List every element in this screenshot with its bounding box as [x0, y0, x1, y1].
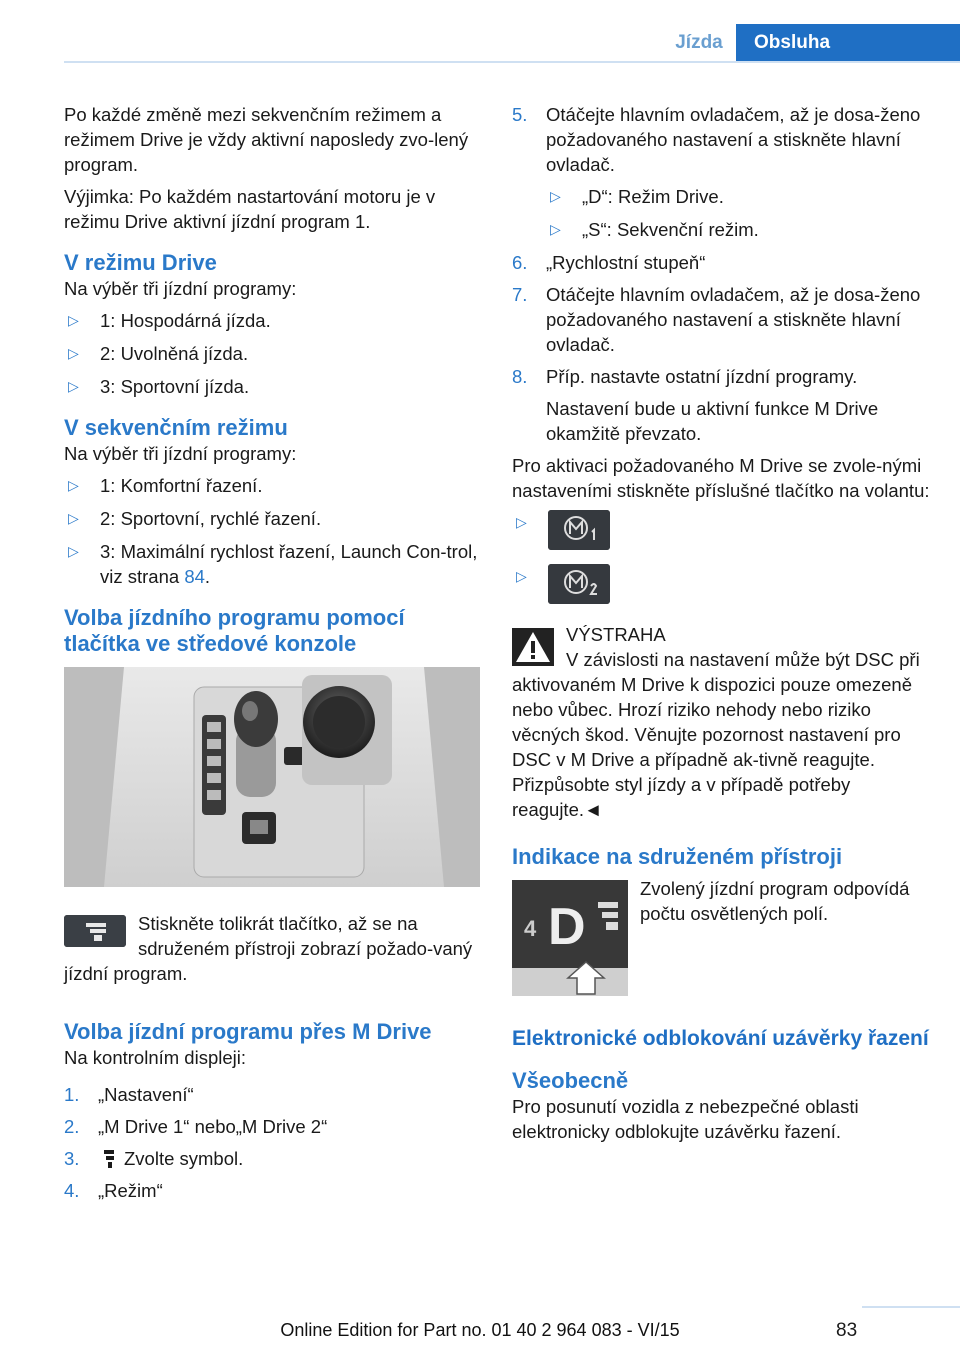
m1-steering-button-icon [548, 510, 610, 550]
list-item: ▷ 1: Hospodárná jízda. [68, 310, 271, 331]
sub-list-item: ▷ „D“: Režim Drive. [550, 186, 724, 207]
paragraph: Nastavení bude u aktivní funkce M Drive okamžitě převzato. [546, 398, 879, 444]
list-item: ▷ 2: Uvolněná jízda. [68, 343, 249, 364]
paragraph: Pro aktivaci požadovaného M Drive se zvole-nými nastaveními stiskněte příslušné tlačítko na volantu: [512, 455, 930, 501]
paragraph: Výjimka: Po každém nastartování motoru je v režimu Drive aktivní jízdní program 1. [64, 186, 436, 232]
bullet-triangle-icon: ▷ [68, 345, 79, 361]
m2-steering-button-icon [548, 564, 610, 604]
bullet-triangle-icon: ▷ [550, 188, 561, 204]
driving-mode-symbol-icon [102, 1148, 116, 1168]
paragraph: Zvolený jízdní program odpovídá počtu osvětlených polí. [640, 878, 910, 924]
bullet-triangle-icon: ▷ [516, 514, 527, 530]
footer-rule [862, 1306, 960, 1308]
list-item: 5. Otáčejte hlavním ovladačem, až je dosa-ženo požadovaného nastavení a stiskněte hlavní ovladač. [512, 104, 921, 175]
paragraph: Stiskněte tolikrát tlačítko, až se na sdruženém přístroji zobrazí požado-vaný jízdní program. [64, 913, 473, 984]
bullet-triangle-icon: ▷ [516, 568, 527, 584]
warning-triangle-icon [512, 628, 554, 666]
center-console-photo [64, 667, 480, 887]
paragraph: Pro posunutí vozidla z nebezpečné oblasti elektronicky odblokujte uzávěrku řazení. [512, 1096, 859, 1142]
indication-block [512, 876, 930, 998]
footer-edition: Online Edition for Part no. 01 40 2 964 083 - VI/15 [280, 1320, 680, 1340]
list-item [512, 510, 930, 554]
list-item [512, 564, 930, 608]
right-column [512, 102, 930, 1151]
paragraph: Na výběr tři jízdní programy: [64, 443, 297, 464]
list-item: 4. „Režim“ [64, 1180, 163, 1201]
list-item: ▷ 3: Sportovní jízda. [68, 376, 250, 397]
bullet-triangle-icon: ▷ [68, 543, 79, 559]
svg-text:D: D [548, 898, 586, 956]
driving-mode-button-icon [64, 915, 126, 947]
left-column [64, 102, 484, 1210]
list-item: 6. „Rychlostní stupeň“ [512, 252, 706, 273]
heading-indication: Indikace na sdruženém přístroji [512, 844, 843, 869]
warning-block [512, 622, 930, 822]
page-link[interactable]: 84 [184, 566, 205, 587]
tab-obsluha[interactable]: Obsluha [736, 24, 960, 62]
paragraph: Na výběr tři jízdní programy: [64, 278, 297, 299]
list-item: ▷ 1: Komfortní řazení. [68, 475, 263, 496]
list-item: ▷ 3: Maximální rychlost řazení, Launch Con-trol, viz strana 84. [68, 541, 478, 587]
list-item: 8. Příp. nastavte ostatní jízdní programy. [512, 366, 858, 387]
heading-sequential: V sekvenčním režimu [64, 415, 288, 440]
tab-jizda[interactable]: Jízda [675, 32, 723, 53]
console-button-block [64, 911, 484, 993]
sub-list-item: ▷ „S“: Sekvenční režim. [550, 219, 759, 240]
bullet-triangle-icon: ▷ [68, 312, 79, 328]
bullet-triangle-icon: ▷ [550, 221, 561, 237]
paragraph: Po každé změně mezi sekvenčním režimem a režimem Drive je vždy aktivní naposledy zvo-lený program. [64, 104, 469, 175]
list-item: ▷ 2: Sportovní, rychlé řazení. [68, 508, 322, 529]
heading-console: Volba jízdního programu pomocí tlačítka ve středové konzole [64, 605, 405, 656]
heading-electronic-unlock: Elektronické odblokování uzávěrky řazení [512, 1027, 929, 1050]
bullet-triangle-icon: ▷ [68, 378, 79, 394]
list-item: 1. „Nastavení“ [64, 1084, 194, 1105]
bullet-triangle-icon: ▷ [68, 477, 79, 493]
page-number: 83 [836, 1320, 858, 1341]
list-item: 3. Zvolte symbol. [64, 1148, 244, 1169]
instrument-cluster-image [512, 880, 628, 996]
heading-drive: V režimu Drive [64, 250, 217, 275]
heading-general: Všeobecně [512, 1068, 629, 1093]
warning-text: V závislosti na nastavení může být DSC při aktivovaném M Drive k dispozici pouze omezeně nebo vůbec. Hrozí riziko nehody nebo riziko věcných škod. Věnujte pozornost nastavení pro DSC v M Drive a případně ak-tivně reagujte. Přizpůsobte styl jízdy a v případě potřeby reagujte.◄ [512, 649, 920, 820]
header-rule [64, 61, 960, 63]
list-item: 2. „M Drive 1“ nebo„M Drive 2“ [64, 1116, 328, 1137]
svg-text:4: 4 [524, 916, 537, 941]
warning-title: VÝSTRAHA [566, 624, 666, 645]
list-item: 7. Otáčejte hlavním ovladačem, až je dosa-ženo požadovaného nastavení a stiskněte hlavní ovladač. [512, 284, 921, 355]
heading-mdrive: Volba jízdní programu přes M Drive [64, 1019, 432, 1044]
paragraph: Na kontrolním displeji: [64, 1047, 246, 1068]
bullet-triangle-icon: ▷ [68, 510, 79, 526]
